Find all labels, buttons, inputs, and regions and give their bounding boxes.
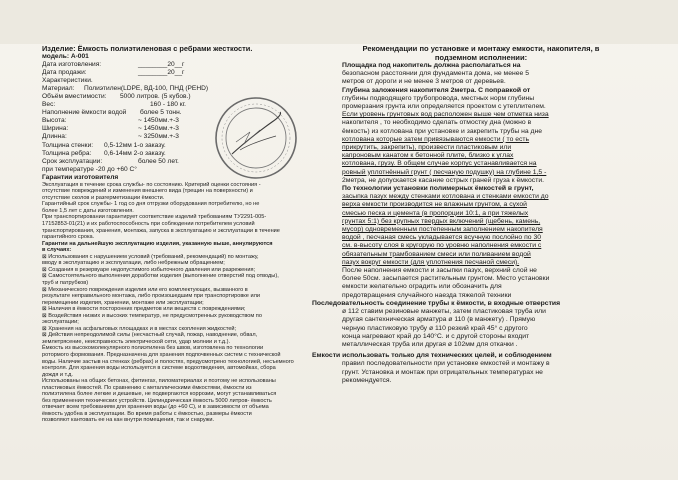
fine-line: воды. Наличие застыв на стенках (ребрах) и полостях, предусмотрено технологией, несъемного (42, 358, 294, 365)
fine-line: ⊠ Воздействия низких и высоких температур, не предусмотренных руководством по (42, 312, 262, 319)
fine-line: Ёмкость из высокомолекулярного полиэтилена без швов, изготовлена по технологии (42, 345, 264, 352)
usage-note-section (312, 352, 650, 385)
spec-value: ________20__г (138, 69, 185, 77)
spec-value: 160 - 180 кг. (150, 101, 187, 109)
rec-line: По технологии установки полимерных ёмкостей в грунт, (342, 185, 534, 193)
fine-line: перемещении изделия, хранении, монтаже или эксплуатации; (42, 299, 204, 306)
rec-line: пазух вокруг емкости (для уплотнения песчаной смеси). (342, 258, 520, 266)
rec-line: прикрутить, закрепить), произвести пластиковым или (342, 144, 512, 152)
fine-line: При транспортировании гарантирует соответствие изделий требованиям ТУ2291-005- (42, 214, 267, 221)
rec-line: верха емкости производится не влажным грунтом, а сухой (342, 201, 527, 209)
rec-line: правил последовательности при установке емкостей и монтажу в (342, 360, 550, 368)
fine-line: без применения технических устройств. Цилиндрическая ёмкость 5000 литров- ёмкость (42, 397, 272, 404)
rec-line: После наполнения емкости и засыпки пазух, верхний слой не (342, 267, 537, 275)
fine-line: Гарантийный срок службы- 1 год со дня отгрузки оборудования потребителю, но не (42, 201, 260, 208)
fine-line: Гарантии на дальнейшую эксплуатацию изделия, указанную выше, аннулируются (42, 240, 273, 247)
fine-line: пластиковых ёмкостей. По сравнению с металлическими ёмкостями, ёмкости из (42, 384, 252, 391)
spec-value: более 5 тонн. (140, 109, 182, 117)
rec-line: грунт. Установка и монтаж при отрицательных температурах не (342, 368, 543, 376)
spec-value: ________20__г (138, 61, 185, 69)
spec-key: Материал: (42, 85, 75, 93)
rec-line: 2метра, не допускается касание острых граней груза к ёмкости. (342, 176, 544, 184)
fine-line: 17152853-01(21) и их работоспособность при соблюдении потребителем условий (42, 221, 255, 228)
warranty-fine-print (42, 182, 310, 424)
spec-key: Толщина стенки: (42, 141, 94, 149)
rec-line: конца нагревают край до 140°С. и с другой стороны входит (342, 332, 530, 340)
rec-line: ø 112 ставим резиновые манжеты, затем пластиковая труба или (342, 308, 546, 316)
rec-line: другая сантехническая арматура ø 110 (в манжету) . Прямую (342, 316, 536, 324)
fine-line: ⊠ Механического повреждения изделия или его комплектующих, вызванного в (42, 286, 248, 293)
fine-line: позволяют кантовать ее на кан внутри помещения, так и снаружи. (42, 417, 215, 424)
rec-line: металлическая труба или другая ø 102мм для откачки . (342, 340, 518, 348)
rec-line: мусор) одновременным постепенным заполнением накопителя (342, 226, 543, 234)
spec-key: Характеристики. (42, 77, 93, 85)
spec-value: Полиэтилен(LDPE, ВД-100, ПНД (PEHD) (84, 85, 209, 93)
spec-key: Наполнение ёмкости водой (42, 109, 127, 117)
rec-line: более 50см. засыпается растительным грунтом. Место установки (342, 275, 550, 283)
spec-key: Объём вместимости: (42, 93, 107, 101)
spec-key: Высота: (42, 117, 67, 125)
spec-value: ~ 3250мм.+-3 (138, 133, 179, 141)
rec-line: грунтах 5:1) без крупных твердых включений (щебень, камень, (342, 217, 541, 225)
fine-line: вводу в эксплуатацию и эксплуатации, либо небрежным обращением; (42, 260, 225, 267)
rec-line: метров от дороги и не менее 3 метров от деревьев. (342, 78, 506, 86)
fine-line: отсутствие сколов и разгерметизации ёмкости. (42, 194, 165, 201)
fine-line: ⊠ Самостоятельного выполнения доработки изделия (выполнение отверстий под отводы), (42, 273, 279, 280)
fine-line: контроля. Для хранения воды используется в системе водоотведения, автомойках, сбора (42, 365, 276, 372)
rec-line: предотвращения случайного наезда тяжелой техники (342, 291, 512, 299)
spec-row (42, 61, 310, 69)
rec-line: капроновым канатом к бетонной плите, близко к углах (342, 152, 514, 160)
fine-line: Использованы на общих бетонах, фитингах, пиломатериалах и поэтому не использованы (42, 378, 276, 385)
fine-line: результате неправильного монтажа, либо произошедшим при транспортировке или (42, 293, 260, 300)
fine-line: ротормого формования. Предназначена для хранения подпочвенных систем с технической (42, 351, 281, 358)
spec-value: более 50 лет. (138, 157, 179, 165)
rec-line: водой , песчаная смесь укладывается всучную послойно по 30 (342, 234, 541, 242)
fine-line: полиэтилена более легкие и дешевые, не подвергаются коррозии, могут устанавливаться (42, 391, 277, 398)
rec-line: промерзания грунта или определяется проектом с утеплителем. (342, 103, 546, 111)
rec-line: Если уровень грунтовых вод расположен выше чем отметка низа (342, 111, 549, 119)
page-top-margin (0, 0, 678, 44)
fine-line: ⊠ Использования с нарушением условий (требований, рекомендаций) по монтажу, (42, 253, 259, 260)
spec-row (42, 77, 310, 85)
fine-line: ⊠ Наличия в ёмкости посторонних предметов или веществ с повреждениями; (42, 306, 246, 313)
fine-line: ⊠ Создания в резервуаре недопустимого избыточного давления или разрежения; (42, 266, 256, 273)
spec-row (42, 69, 310, 77)
fine-line: ⊠ Действия непреодолимой силы (несчастный случай, пожар, наводнение, обвал, (42, 332, 258, 339)
warranty-heading: Гарантии изготовителя (42, 173, 119, 181)
pipe-connection-section (312, 300, 650, 349)
fine-line: более 1,5 лет с даты изготовления. (42, 207, 134, 214)
spec-value: 0,5-12мм 1-о заказу. (104, 141, 166, 149)
rec-line: ровный уплотнённый грунт ( песчаную подушку) на глубине 1,5 - (342, 168, 547, 176)
spec-value: 5000 литров. (5 кубов.) (120, 93, 191, 101)
rec-line: ёмкость) из котлована при установке и закрепить трубы на дне (342, 127, 543, 135)
spec-key: Длинна: (42, 133, 67, 141)
rec-line: глубины подводящего трубопровода, местных норм глубины (342, 94, 535, 102)
recommendations-title: Рекомендации по установке и монтажу емкости, накопителя, в (362, 44, 600, 53)
fine-line: Эксплуатация в течение срока службы- по состоянию. Критерий оценки состояния - (42, 181, 261, 188)
rec-line: Последовательность соединение трубы к ёмкости, в входные отверстия (312, 299, 561, 307)
rec-line: рекомендуется. (342, 376, 392, 384)
rec-line: Глубина заложения накопителя 2метра. С поправкой от (342, 86, 531, 94)
fine-line: ⊠ Хранения на асфальтовых площадках и в местах скопления жидкостей; (42, 325, 237, 332)
fine-line: гарантийного срока. (42, 234, 95, 241)
rec-line: засыпка пазух между стенками котлована и стенками емкости до (342, 193, 549, 201)
rec-line: Емкости использовать только для технических целей, и соблюдением (312, 352, 552, 360)
fine-line: отвечает всем требованиям для хранения воды (до +60 С), и в зависимости от объема (42, 404, 269, 411)
model-line: модель: А-001 (42, 53, 89, 60)
fine-line: землетрясение, неисправность электрической сети, удар молнии и т.д.). (42, 338, 231, 345)
spec-key: Срок эксплуатации: (42, 157, 103, 165)
fine-line: эксплуатации; (42, 319, 79, 326)
recommendations-subtitle: подземном исполнении: (434, 53, 528, 62)
installation-recommendations-column (312, 44, 650, 385)
rec-line: см. в-высоту слоя в кругорую по уровню наполнения емкости с (342, 242, 542, 250)
fine-line: труб и патрубков) (42, 279, 89, 286)
fine-line: в случаях: (42, 247, 72, 254)
rec-line: смесью песка и цемента (в пропорции 10:1, а при тяжелых (342, 209, 529, 217)
spec-value: ~ 1450мм.+-3 (138, 117, 179, 125)
spec-key: при температуре -20 до +60 С° (42, 165, 137, 173)
rec-line: емкости желательно оградить или обозначить для (342, 283, 502, 291)
spec-key: Вес: (42, 101, 56, 109)
rec-line: котлована которые затем привязываются емкости ( то есть (342, 135, 530, 143)
spec-value: 0,6-14мм 2-о заказу. (104, 149, 166, 157)
spec-key: Толщина ребра: (42, 149, 92, 157)
rec-line: черную пластиковую трубу ø 110 резкий край 45° с другого (342, 324, 528, 332)
fine-line: дождя и т.д. (42, 371, 73, 378)
spec-key: Ширина: (42, 125, 69, 133)
spec-key: Дата изготовления: (42, 61, 102, 69)
round-seal-icon (210, 92, 302, 184)
fine-line: отсутствие повреждений и изменения внешнего вида (трещин на поверхности) и (42, 188, 253, 195)
rec-line: обязательным трамбованием смеси или поливанием водой (342, 250, 531, 258)
rec-line: Площадка под накопитель должна располагаться на (342, 62, 521, 69)
fine-line: ёмкость удобна в эксплуатации. Во время работы с ёмкостью, размеры ёмкости (42, 410, 252, 417)
rec-line: котлована, грузу. В общем случае корпус устанавливается на (342, 160, 537, 168)
product-title: Изделие: Ёмкость полиэтиленовая с ребрами жесткости. (42, 44, 253, 53)
spec-value: ~ 1450мм.+-3 (138, 125, 179, 133)
spec-key: Дата продажи: (42, 69, 87, 77)
recommendations-body (312, 62, 650, 300)
fine-line: транспортирования, хранения, монтажа, запуска в эксплуатацию и эксплуатации в течение (42, 227, 280, 234)
rec-line: накопителя , то необходимо сделать отмостку дна (можно в (342, 119, 532, 127)
rec-line: безопасном расстоянии для фундамента дома, не менее 5 (342, 70, 529, 78)
